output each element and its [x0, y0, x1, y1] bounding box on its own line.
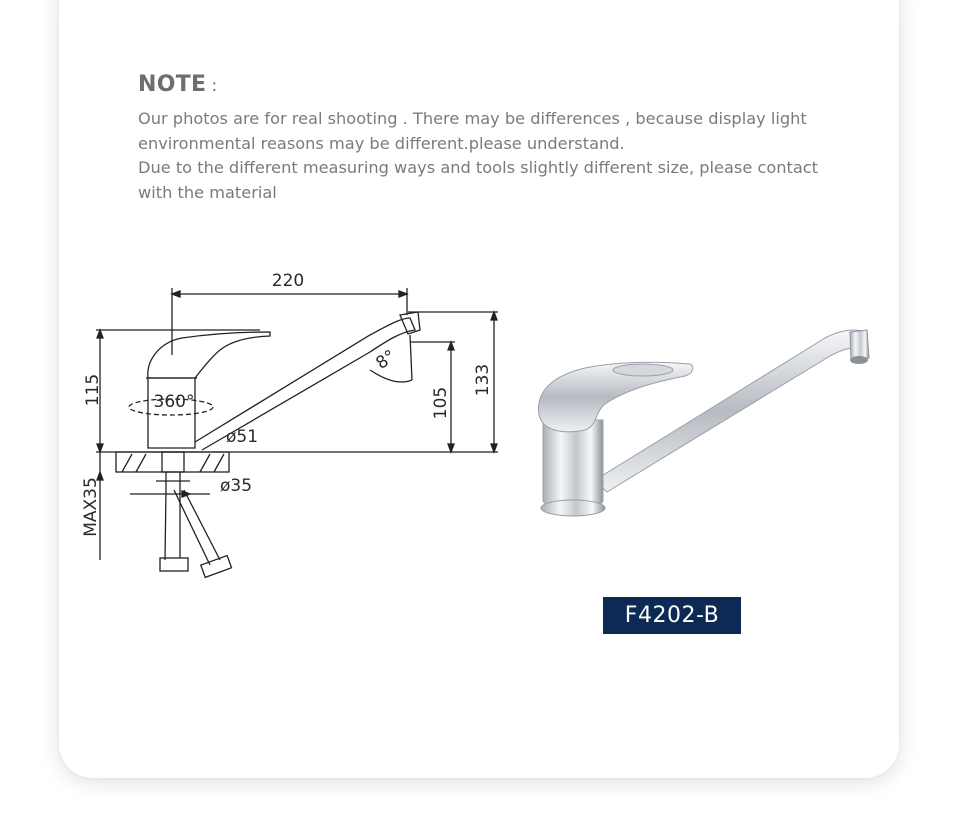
dim-total-height-label: 133 — [473, 363, 493, 397]
dim-rotation-label: 360° — [153, 392, 195, 412]
dim-spout-height-label: 105 — [431, 386, 451, 420]
model-badge: F4202-B — [603, 597, 741, 634]
dim-height-label: 115 — [83, 373, 103, 407]
note-heading — [138, 70, 838, 101]
faucet-photo — [525, 320, 875, 525]
note-line-4: with the material — [138, 182, 277, 202]
dim-base-diameter-label: ø51 — [226, 427, 259, 447]
note-line-3: Due to the different measuring ways and tools slightly different size, please contact — [138, 158, 819, 177]
dim-length-label: 220 — [271, 271, 305, 291]
note-section — [138, 70, 838, 205]
dim-max-thickness-label: MAX35 — [81, 477, 101, 537]
note-colon: : — [211, 76, 218, 96]
note-line-1: Our photos are for real shooting . There may be differences , because display light — [138, 109, 807, 128]
dim-angle-label: 8° — [372, 346, 400, 374]
dim-hole-diameter-label: ø35 — [220, 476, 253, 496]
note-line-2: environmental reasons may be different.please understand. — [138, 133, 625, 153]
note-title: NOTE — [138, 72, 207, 97]
technical-drawing — [70, 260, 510, 580]
